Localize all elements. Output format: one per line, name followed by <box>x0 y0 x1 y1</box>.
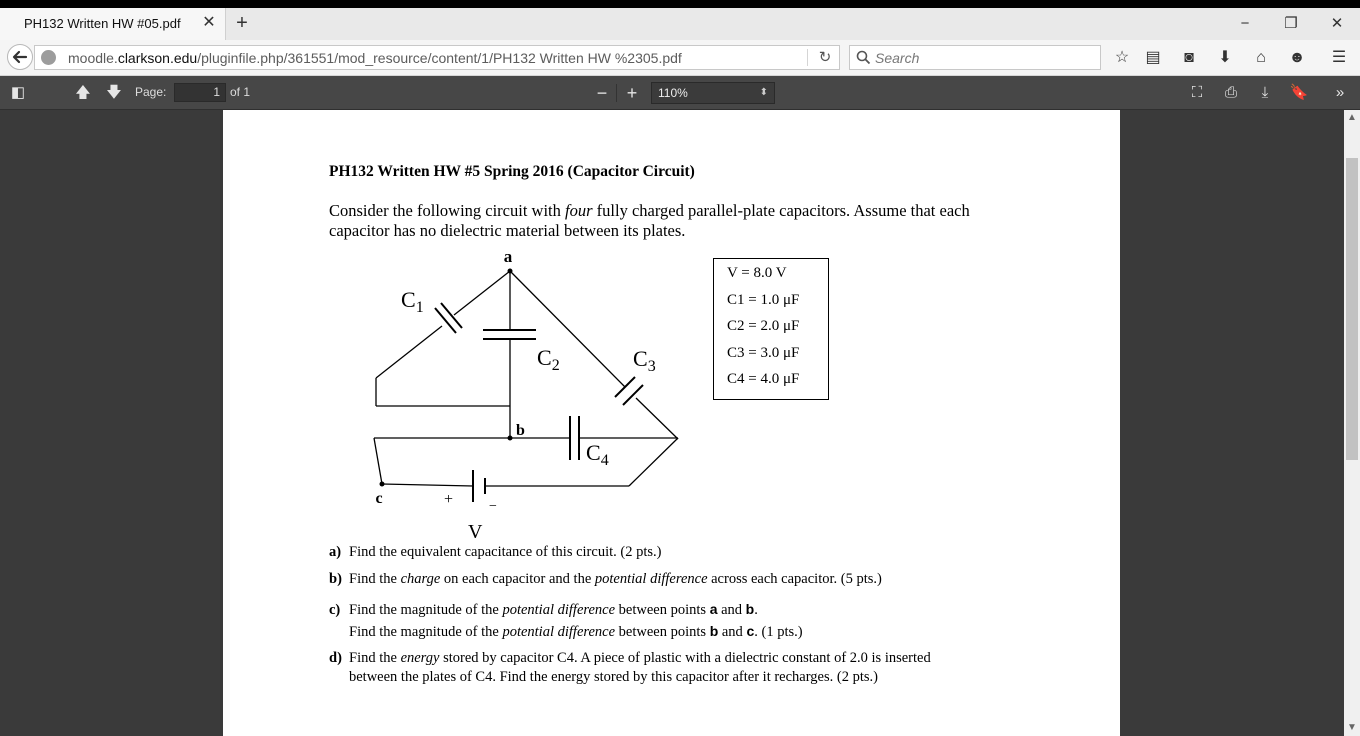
battery-v-label: V <box>468 521 483 538</box>
c1-label: $C_1$ <box>401 287 424 316</box>
search-input[interactable]: Search <box>875 50 920 66</box>
zoom-in-button[interactable]: + <box>626 83 638 103</box>
pdf-viewer <box>0 110 1344 736</box>
next-page-icon[interactable]: 🡇 <box>106 84 122 101</box>
tab-pdf[interactable] <box>0 8 226 40</box>
back-arrow-icon <box>8 45 32 69</box>
value-c2: C2 = 2.0 μF <box>727 318 800 334</box>
value-c3: C3 = 3.0 μF <box>727 345 800 361</box>
wire-c-left <box>374 438 382 484</box>
page-label: Page: <box>135 85 167 99</box>
zoom-separator <box>616 84 617 102</box>
globe-icon <box>41 50 56 65</box>
window-top-strip <box>0 0 1360 8</box>
previous-page-icon[interactable]: 🡅 <box>75 84 91 101</box>
chat-icon[interactable]: ☻ <box>1288 49 1306 66</box>
tools-chevron-icon[interactable]: » <box>1335 84 1345 101</box>
minimize-button[interactable]: − <box>1240 15 1250 32</box>
bookmark-star-icon[interactable]: ☆ <box>1114 49 1130 66</box>
back-button[interactable] <box>7 44 33 70</box>
menu-icon[interactable]: ☰ <box>1331 49 1347 66</box>
document-title: PH132 Written HW #5 Spring 2016 (Capacitor Circuit) <box>329 163 695 180</box>
scrollbar-thumb[interactable] <box>1346 158 1358 460</box>
wire-right-bottom <box>629 438 678 486</box>
question-d-line1: d) Find the energy stored by capacitor C4. A piece of plastic with a dielectric constant of 2.0 is inserted <box>329 650 931 666</box>
zoom-value: 110% <box>658 86 688 100</box>
wire-c3-right <box>636 398 678 439</box>
zoom-out-button[interactable]: − <box>596 83 608 103</box>
print-icon[interactable]: ⎙ <box>1224 84 1237 101</box>
new-tab-button[interactable]: + <box>236 12 248 34</box>
node-b-dot <box>508 436 513 441</box>
intro-paragraph: Consider the following circuit with four fully charged parallel-plate capacitors. Assume that each capacitor has no dielectric material between its plates. <box>329 201 970 240</box>
battery-minus-label: − <box>489 499 497 514</box>
node-c-label: c <box>375 490 383 507</box>
scroll-up-icon[interactable]: ▲ <box>1347 112 1357 123</box>
tab-title: PH132 Written HW #05.pdf <box>24 16 181 31</box>
download-icon[interactable]: ⬇ <box>1218 49 1232 66</box>
close-window-button[interactable]: ✕ <box>1330 15 1344 32</box>
scroll-down-icon[interactable]: ▼ <box>1347 722 1357 733</box>
presentation-mode-icon[interactable]: ⛶ <box>1191 84 1203 101</box>
vertical-scrollbar[interactable] <box>1344 110 1360 736</box>
wire-battery-c <box>382 484 473 486</box>
node-c-dot <box>380 482 385 487</box>
pocket-icon[interactable]: ◙ <box>1184 49 1194 66</box>
question-c-line1: c) Find the magnitude of the potential difference between points a and b. <box>329 601 758 618</box>
battery-plus-label: + <box>444 491 454 508</box>
pdf-page <box>223 110 1120 736</box>
wire-a-c1 <box>454 271 510 315</box>
values-box <box>713 258 829 400</box>
c3-label: $C_3$ <box>633 346 656 375</box>
c4-label: $C_4$ <box>586 440 609 469</box>
value-voltage: V = 8.0 V <box>727 265 787 281</box>
navigation-bar <box>0 40 1360 76</box>
select-arrows-icon: ⬍ <box>759 87 768 98</box>
url-bar[interactable] <box>34 45 840 70</box>
reload-icon[interactable]: ↻ <box>818 49 832 66</box>
sidebar-toggle-icon[interactable]: ◧ <box>10 84 26 101</box>
tab-close-icon[interactable]: ✕ <box>202 14 216 31</box>
node-b-label: b <box>516 422 525 439</box>
tab-bar <box>0 8 1360 40</box>
url-separator <box>807 49 808 66</box>
bookmark-icon[interactable]: 🔖 <box>1289 84 1309 101</box>
question-c-line2: Find the magnitude of the potential difference between points b and c. (1 pts.) <box>349 623 803 640</box>
search-bar[interactable] <box>849 45 1101 70</box>
restore-button[interactable]: ❐ <box>1284 15 1298 32</box>
question-b: b) Find the charge on each capacitor and the potential difference across each capacitor. (5 pts.) <box>329 571 882 587</box>
home-icon[interactable]: ⌂ <box>1256 49 1266 66</box>
node-a-dot <box>508 269 513 274</box>
url-text: moodle.clarkson.edu/pluginfile.php/361551/mod_resource/content/1/PH132 Written HW %2305.pdf <box>68 50 682 66</box>
value-c4: C4 = 4.0 μF <box>727 371 800 387</box>
c2-label: $C_2$ <box>537 345 560 374</box>
node-a-label: a <box>503 247 513 266</box>
question-a: a) Find the equivalent capacitance of this circuit. (2 pts.) <box>329 544 662 560</box>
page-number-input[interactable]: 1 <box>174 83 226 102</box>
save-icon[interactable]: ⤓ <box>1261 84 1269 101</box>
capacitor-c1-plate-b <box>441 303 462 328</box>
wire-c1-left <box>376 326 442 378</box>
page-total: of 1 <box>230 85 251 99</box>
value-c1: C1 = 1.0 μF <box>727 292 800 308</box>
search-icon <box>856 50 871 65</box>
reading-list-icon[interactable]: ▤ <box>1145 49 1161 66</box>
zoom-select[interactable] <box>651 82 775 104</box>
pdf-toolbar <box>0 76 1360 110</box>
circuit-diagram <box>353 238 683 538</box>
question-d-line2: between the plates of C4. Find the energy stored by this capacitor after it recharges. (2 pts.) <box>349 669 878 685</box>
